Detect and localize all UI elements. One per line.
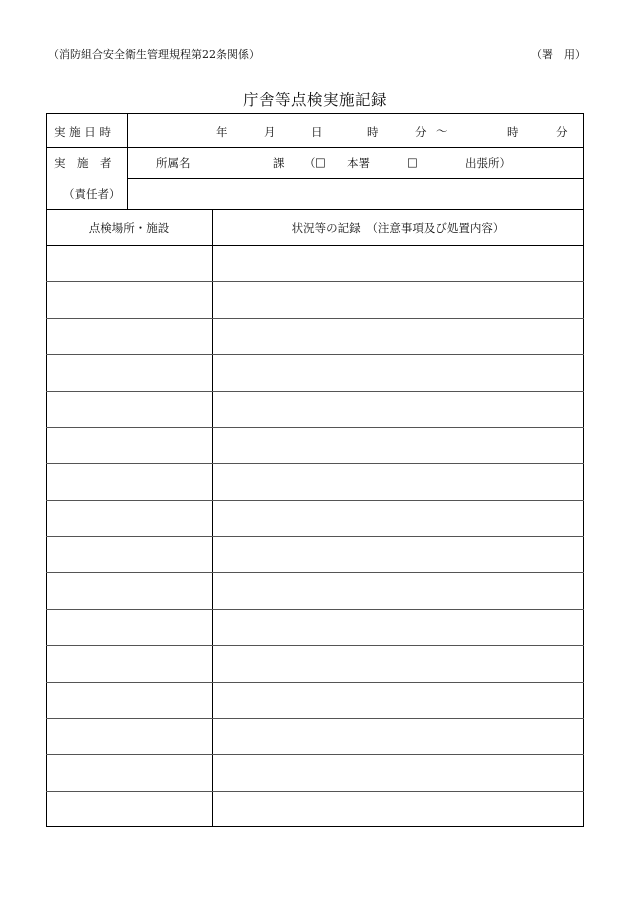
table-row-divider (46, 500, 584, 501)
table-row-divider (46, 391, 584, 392)
month-label: 月 (264, 125, 276, 139)
table-row-divider (46, 318, 584, 319)
main-office-checkbox: □ (315, 155, 326, 169)
main-office-label: 本署 (347, 156, 370, 170)
row-divider-person (46, 209, 584, 210)
table-row-divider (46, 536, 584, 537)
table-row-divider (46, 609, 584, 610)
date-row-label: 実 施 日 時 (54, 125, 111, 139)
regulation-reference: （消防組合安全衛生管理規程第22条関係） (48, 48, 260, 61)
table-row-divider (46, 354, 584, 355)
person-row-label: 実 施 者 (54, 156, 112, 170)
branch-office-label: 出張所） (465, 156, 511, 170)
section-label: 課 (273, 156, 285, 170)
affiliation-label: 所属名 (156, 156, 191, 170)
table-row-divider (46, 427, 584, 428)
table-row-divider (46, 281, 584, 282)
minute-end-label: 分 (556, 125, 568, 139)
page-title: 庁舎等点検実施記録 (242, 91, 387, 109)
table-row-divider (46, 645, 584, 646)
table-row-divider (46, 791, 584, 792)
responsible-sub-label: （責任者） (63, 187, 121, 201)
year-label: 年 (216, 125, 228, 139)
office-use-label: （署 用） (531, 48, 586, 61)
location-column-header: 点検場所・施設 (88, 221, 170, 235)
table-row-divider (46, 463, 584, 464)
row-divider-person-inner (127, 178, 584, 179)
paren-open: （ (304, 156, 316, 170)
branch-office-checkbox: □ (407, 155, 418, 169)
table-row-divider (46, 718, 584, 719)
table-row-divider (46, 682, 584, 683)
table-row-divider (46, 754, 584, 755)
label-column-divider (127, 113, 128, 209)
minute-label: 分 (415, 125, 427, 139)
table-column-divider (212, 209, 213, 827)
tilde-separator: 〜 (436, 124, 448, 138)
hour-end-label: 時 (507, 125, 519, 139)
record-column-header: 状況等の記録 （注意事項及び処置内容） (291, 221, 505, 235)
day-label: 日 (311, 125, 323, 139)
hour-label: 時 (367, 125, 379, 139)
row-divider-table-header (46, 245, 584, 246)
table-row-divider (46, 572, 584, 573)
